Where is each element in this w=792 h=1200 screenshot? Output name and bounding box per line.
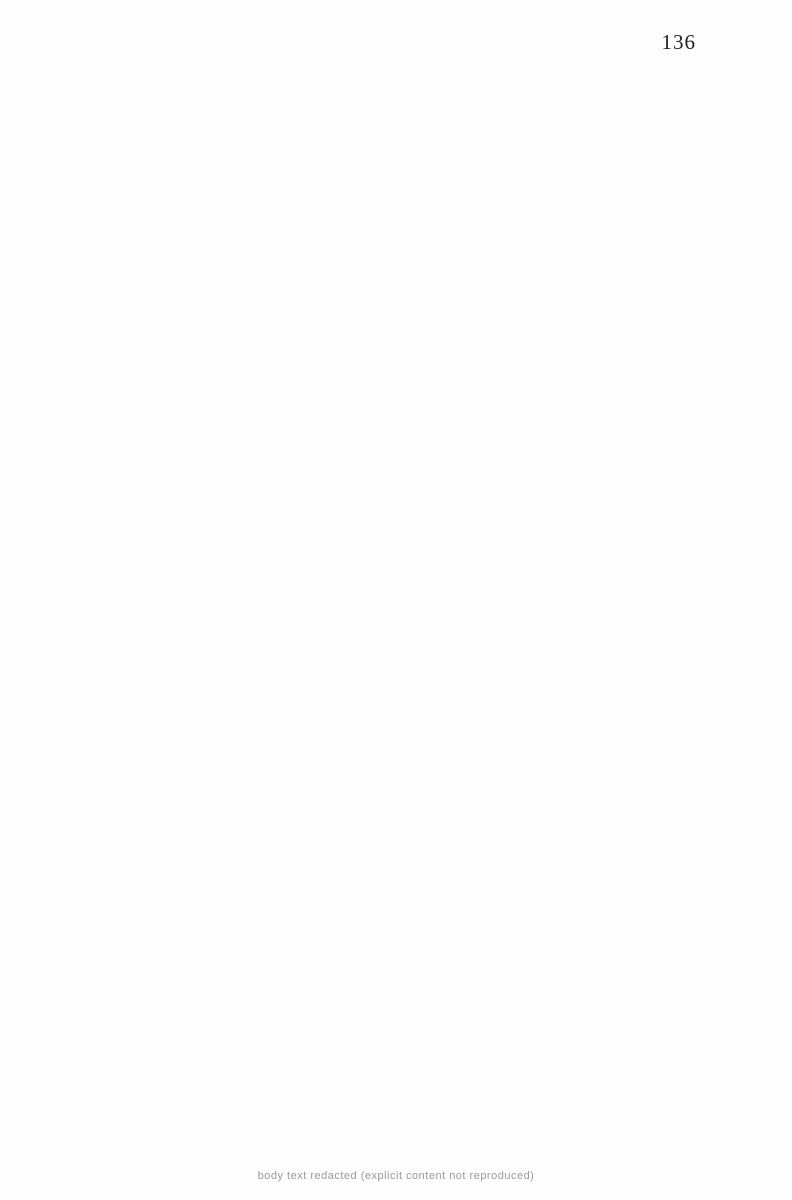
text-column	[205, 100, 225, 1140]
text-column	[666, 100, 690, 1140]
text-column	[415, 100, 439, 1140]
text-column	[274, 100, 294, 1140]
text-column	[64, 100, 84, 1140]
text-column	[133, 100, 153, 1140]
text-column	[525, 100, 545, 1140]
text-column	[453, 100, 473, 1140]
text-column	[239, 100, 259, 1140]
text-column	[342, 100, 366, 1140]
page-number: 136	[661, 30, 696, 54]
text-column	[597, 100, 617, 1140]
redaction-note: body text redacted (explicit content not reproduced)	[257, 1170, 535, 1182]
text-column	[559, 100, 583, 1140]
text-column	[98, 100, 118, 1140]
vertical-text-block	[64, 100, 728, 1140]
text-column	[308, 100, 328, 1140]
text-column	[704, 100, 728, 1140]
text-column	[167, 100, 191, 1140]
text-column	[632, 100, 652, 1140]
text-column	[380, 100, 400, 1140]
text-column	[487, 100, 511, 1140]
